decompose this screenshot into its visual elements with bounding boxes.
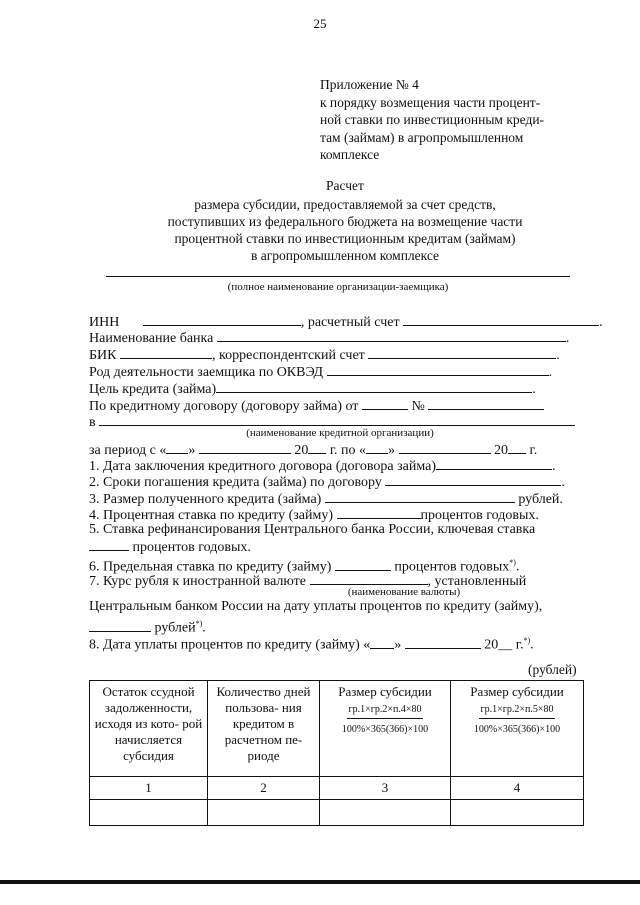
bik-input[interactable]	[120, 345, 212, 359]
footnote-mark: *)	[195, 619, 203, 628]
period-to-label: г. по «	[329, 443, 367, 458]
item-4-label: 4. Процентная ставка по кредиту (займу)	[89, 508, 333, 523]
item-7-rub: рублей	[154, 620, 196, 636]
currency-caption: (наименование валюты)	[347, 586, 461, 598]
header-cell: Количество дней пользова- ния кредитом в расчетном пе- риоде	[208, 681, 320, 777]
item-1-label: 1. Дата заключения кредитного договора (договора займа)	[89, 459, 437, 474]
item-1: 1. Дата заключения кредитного договора (договора займа) .	[89, 456, 556, 474]
item-6-unit: процентов годовых	[394, 559, 510, 575]
formula-numerator: гр.1×гр.2×п.5×80	[479, 702, 556, 719]
bank-input[interactable]	[217, 328, 566, 342]
okved-row: Род деятельности заемщика по ОКВЭД .	[89, 362, 552, 380]
column-number: 3	[320, 777, 451, 800]
item-6-input[interactable]	[335, 557, 391, 571]
data-cell[interactable]	[208, 800, 320, 826]
item-1-input[interactable]	[436, 456, 552, 470]
column-number: 1	[90, 777, 208, 800]
contract-label: По кредитному договору (договору займа) от	[89, 399, 359, 414]
item-5-cont	[89, 537, 251, 555]
contract-number-input[interactable]	[428, 396, 544, 410]
appendix-line: комплексе	[320, 147, 380, 162]
appendix-line: ной ставки по инвестиционным креди-	[320, 112, 545, 127]
item-7-label: 7. Курс рубля к иностранной валюте	[89, 574, 307, 589]
quote-mark: »	[388, 443, 396, 458]
in-label: в	[89, 415, 96, 430]
period-from-label: за период с «	[89, 443, 167, 458]
document-title: Расчет	[326, 178, 364, 193]
heading-line: в агропромышленном комплексе	[250, 248, 440, 263]
year-prefix: 20	[494, 443, 509, 458]
item-5-input[interactable]	[89, 537, 129, 551]
header-label: Размер субсидии	[470, 684, 564, 699]
formula-denominator: 100%×365(366)×100	[341, 724, 429, 735]
credit-org-caption: (наименование кредитной организации)	[246, 427, 434, 439]
okved-label: Род деятельности заемщика по ОКВЭД	[89, 365, 324, 380]
purpose-input[interactable]	[216, 379, 532, 393]
item-8-day[interactable]	[370, 635, 394, 649]
org-name-caption: (полное наименование организации-заемщика)	[227, 281, 449, 293]
header-label: Размер субсидии	[338, 684, 432, 699]
bank-row: Наименование банка .	[89, 328, 569, 346]
bik-row: БИК , корреспондентский счет .	[89, 345, 560, 363]
appendix-line: там (займам) в агропромышленном	[320, 129, 524, 145]
appendix-line: к порядку возмещения части процент-	[320, 94, 541, 110]
item-8: 8. Дата уплаты процентов по кредиту (займу) « » 20__ г.*).	[89, 636, 534, 653]
footnote-mark: *)	[523, 636, 531, 645]
account-label: , расчетный счет	[300, 315, 400, 330]
appendix-block	[320, 76, 590, 164]
period-to-month[interactable]	[399, 440, 491, 454]
item-4-input[interactable]	[337, 505, 421, 519]
contract-date-input[interactable]	[362, 396, 408, 410]
org-name-line[interactable]	[106, 276, 570, 277]
item-7-rate: рублей*).	[89, 615, 206, 633]
bik-label: БИК	[89, 348, 117, 363]
page-border	[0, 880, 640, 884]
footnote-mark: *)	[509, 558, 516, 567]
item-3-unit: рублей.	[518, 492, 563, 507]
period-from-day[interactable]	[166, 440, 188, 454]
item-8-month[interactable]	[405, 635, 481, 649]
column-number: 4	[451, 777, 584, 800]
header-cell: Остаток ссудной задолженности, исходя из кото- рой начисляется субсидия	[90, 681, 208, 777]
heading-line: процентной ставки по инвестиционным кредитам (займам)	[174, 231, 516, 246]
appendix-title: Приложение № 4	[320, 77, 419, 92]
purpose-label: Цель кредита (займа)	[89, 382, 217, 397]
inn-input[interactable]	[143, 312, 301, 326]
item-4-unit: процентов годовых.	[420, 508, 539, 523]
quote-mark: »	[188, 443, 196, 458]
item-8-label: 8. Дата уплаты процентов по кредиту (займу) «	[89, 637, 371, 653]
data-cell[interactable]	[90, 800, 208, 826]
page-number: 25	[313, 16, 327, 31]
item-2-input[interactable]	[385, 472, 561, 486]
data-cell[interactable]	[451, 800, 584, 826]
heading-line: поступивших из федерального бюджета на возмещение части	[167, 214, 523, 229]
item-7-cont-label: Центральным банком России на дату уплаты процентов по кредиту (займу),	[89, 599, 543, 614]
period-to-year[interactable]	[508, 440, 526, 454]
item-3-input[interactable]	[325, 489, 515, 503]
table-unit: (рублей)	[528, 662, 577, 677]
item-5-unit: процентов годовых.	[132, 540, 251, 555]
period-from-year[interactable]	[308, 440, 326, 454]
data-cell[interactable]	[320, 800, 451, 826]
formula-numerator: гр.1×гр.2×п.4×80	[347, 702, 424, 719]
period-from-month[interactable]	[199, 440, 291, 454]
year-suffix: г.	[529, 443, 538, 458]
corr-account-label: , корреспондентский счет	[212, 348, 365, 363]
number-sign: №	[411, 399, 425, 414]
item-7-rate-input[interactable]	[89, 618, 151, 632]
heading-line: размера субсидии, предоставляемой за счет средств,	[194, 197, 496, 212]
period-to-day[interactable]	[366, 440, 388, 454]
item-6: 6. Предельная ставка по кредиту (займу) процентов годовых*).	[89, 558, 520, 575]
header-cell	[320, 681, 451, 777]
item-5-label: 5. Ставка рефинансирования Центрального банка России, ключевая ставка	[89, 522, 536, 537]
credit-org-input[interactable]	[99, 412, 575, 426]
purpose-row: Цель кредита (займа) .	[89, 379, 536, 397]
formula-denominator: 100%×365(366)×100	[473, 724, 561, 735]
item-7-currency-input[interactable]	[310, 571, 428, 585]
year-prefix: 20	[294, 443, 309, 458]
bank-label: Наименование банка	[89, 331, 214, 346]
item-2-label: 2. Сроки погашения кредита (займа) по договору	[89, 475, 382, 490]
item-6-label: 6. Предельная ставка по кредиту (займу)	[89, 559, 332, 575]
subsidy-table	[89, 680, 584, 826]
account-input[interactable]	[403, 312, 599, 326]
corr-account-input[interactable]	[368, 345, 556, 359]
inn-label: ИНН	[89, 315, 120, 330]
item-3-label: 3. Размер полученного кредита (займа)	[89, 492, 322, 507]
inn-row: ИНН , расчетный счет .	[89, 312, 603, 330]
okved-input[interactable]	[327, 362, 549, 376]
item-7-cont	[89, 598, 542, 616]
item-2: 2. Сроки погашения кредита (займа) по договору .	[89, 472, 565, 490]
header-cell	[451, 681, 584, 777]
column-number: 2	[208, 777, 320, 800]
item-7-tail: , установленный	[427, 574, 527, 589]
quote-mark: »	[394, 637, 402, 653]
item-8-year: 20__ г.	[484, 637, 524, 653]
